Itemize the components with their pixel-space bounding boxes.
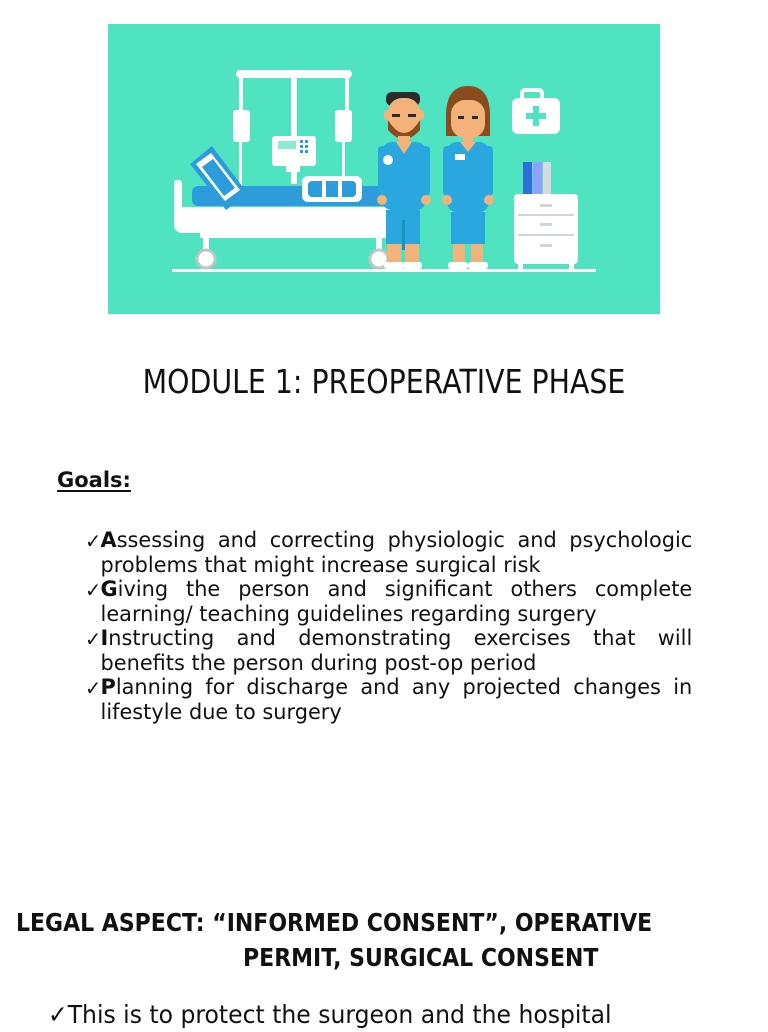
hospital-room-illustration (108, 24, 660, 314)
goal-initial: G (100, 577, 118, 602)
legal-heading-line2: PERMIT, SURGICAL CONSENT (243, 943, 599, 972)
first-aid-kit-icon (512, 90, 560, 134)
list-item (86, 578, 692, 627)
legal-aspect-heading (16, 905, 653, 975)
goal-text (101, 529, 693, 578)
goal-rest: nstructing and demonstrating exercises that will benefits the person during post-op period (100, 626, 693, 676)
goal-initial: I (100, 626, 109, 651)
goal-initial: A (100, 528, 117, 553)
checkmark-icon: ✓ (85, 627, 102, 651)
checkmark-icon: ✓ (85, 529, 102, 553)
legal-bullet-text: ✓This is to protect the surgeon and the hospital (48, 1000, 612, 1029)
checkmark-icon: ✓ (85, 578, 102, 602)
goal-text (101, 627, 693, 676)
checkmark-icon: ✓ (85, 676, 102, 700)
goal-rest: ssessing and correcting physiologic and psychologic problems that might increase surgical risk (100, 528, 693, 578)
cabinet-icon (514, 194, 578, 270)
female-nurse-icon (442, 86, 494, 269)
hospital-banner (108, 24, 660, 314)
list-item (86, 627, 692, 676)
page-title: MODULE 1: PREOPERATIVE PHASE (142, 362, 626, 401)
list-item (86, 529, 692, 578)
goals-heading: Goals: (57, 468, 131, 492)
goal-initial: P (100, 675, 116, 700)
floor-line (172, 269, 596, 272)
goal-text (101, 578, 693, 627)
goal-rest: lanning for discharge and any projected changes in lifestyle due to surgery (100, 675, 693, 725)
goals-list (86, 529, 692, 725)
goal-rest: iving the person and significant others complete learning/ teaching guidelines regarding surgery (100, 577, 693, 627)
legal-heading-line1: LEGAL ASPECT: “INFORMED CONSENT”, OPERATIVE (16, 908, 653, 937)
goal-text (101, 676, 693, 725)
list-item (86, 676, 692, 725)
binders-icon (523, 162, 551, 194)
monitor-icon (272, 136, 316, 172)
male-doctor-icon (377, 92, 431, 269)
